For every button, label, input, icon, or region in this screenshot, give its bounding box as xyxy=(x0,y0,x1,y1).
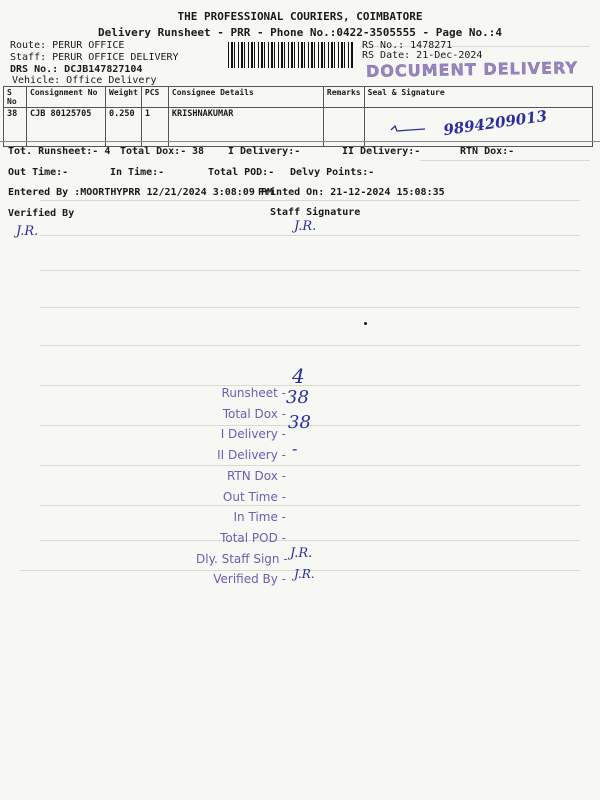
tot-runsheet: Tot. Runsheet:- 4 xyxy=(8,146,111,157)
stamp-total-dox: Total Dox - xyxy=(222,406,286,421)
stamp-in-time: In Time - xyxy=(233,510,286,525)
rs-number: RS No.: 1478271 xyxy=(362,40,453,51)
verified-initials: J.R. xyxy=(16,224,39,239)
col-consignment: Consignment No xyxy=(27,87,106,108)
total-dox-label: Total Dox:- xyxy=(120,146,187,157)
divider xyxy=(0,141,600,142)
delvy-points-label: Delvy Points:- xyxy=(290,167,375,178)
company-name: THE PROFESSIONAL COURIERS, COIMBATORE xyxy=(177,10,423,23)
cell-pcs: 1 xyxy=(141,108,168,147)
col-weight: Weight xyxy=(106,87,142,108)
hand-verified: J.R. xyxy=(294,567,315,581)
col-pcs: PCS xyxy=(141,87,168,108)
verified-by-label: Verified By xyxy=(8,208,75,219)
stamp-runsheet: Runsheet - xyxy=(221,386,286,400)
total-pod-label: Total POD:- xyxy=(208,167,275,178)
route-label: Route: PERUR OFFICE xyxy=(10,40,125,51)
cell-weight: 0.250 xyxy=(106,108,142,147)
col-sno: S No xyxy=(4,87,27,108)
runsheet-title: Delivery Runsheet - PRR - Phone No.:0422-3505555 - Page No.:4 xyxy=(98,26,502,39)
out-time-label: Out Time:- xyxy=(8,167,69,178)
handwritten-phone: 9894209013 xyxy=(441,106,548,140)
hand-ii-delivery: - xyxy=(292,439,298,458)
vehicle-label: Vehicle: Office Delivery xyxy=(12,75,157,86)
barcode xyxy=(228,42,354,68)
stamp-rtn-dox: RTN Dox - xyxy=(226,468,286,483)
signature-scribble-icon xyxy=(389,122,429,136)
printed-on: Printed On: 21-12-2024 15:08:35 xyxy=(258,187,445,198)
staff-signature-label: Staff Signature xyxy=(270,207,361,218)
hand-staff-sign: J.R. xyxy=(290,546,313,561)
hand-runsheet: 4 xyxy=(292,364,305,388)
stamp-dly-staff-sign: Dly. Staff Sign - xyxy=(196,551,288,566)
col-consignee: Consignee Details xyxy=(168,87,323,108)
document-delivery-stamp: DOCUMENT DELIVERY xyxy=(365,58,579,81)
ii-delivery-label: II Delivery:- xyxy=(342,146,421,157)
i-delivery-label: I Delivery:- xyxy=(228,146,301,157)
rtn-dox-label: RTN Dox:- xyxy=(460,146,515,157)
staff-initials: J.R. xyxy=(294,219,317,234)
stamp-i-delivery: I Delivery - xyxy=(220,427,286,442)
total-dox-value: 38 xyxy=(192,146,205,157)
drs-number: DRS No.: DCJB147827104 xyxy=(10,64,143,75)
stamp-total-pod: Total POD - xyxy=(220,530,286,545)
stamp-verified-by: Verified By - xyxy=(213,572,286,587)
stamp-out-time: Out Time - xyxy=(222,489,286,504)
col-remarks: Remarks xyxy=(323,87,364,108)
hand-i-delivery: 38 xyxy=(288,412,311,433)
staff-label: Staff: PERUR OFFICE DELIVERY xyxy=(10,52,179,63)
cell-consignment: CJB 80125705 xyxy=(27,108,106,147)
rs-date: RS Date: 21-Dec-2024 xyxy=(362,50,483,61)
in-time-label: In Time:- xyxy=(110,167,165,178)
table-header-row xyxy=(4,87,593,108)
cell-consignee: KRISHNAKUMAR xyxy=(168,108,323,147)
summary-stamp xyxy=(196,383,286,590)
ink-dot xyxy=(364,322,367,325)
entered-by: Entered By :MOORTHYPRR 12/21/2024 3:08:09 PM xyxy=(8,187,273,198)
stamp-ii-delivery: II Delivery - xyxy=(217,448,286,463)
cell-sno: 38 xyxy=(4,108,27,147)
hand-total-dox: 38 xyxy=(286,387,309,408)
consignment-table xyxy=(3,86,593,147)
col-seal-signature: Seal & Signature xyxy=(364,87,592,108)
